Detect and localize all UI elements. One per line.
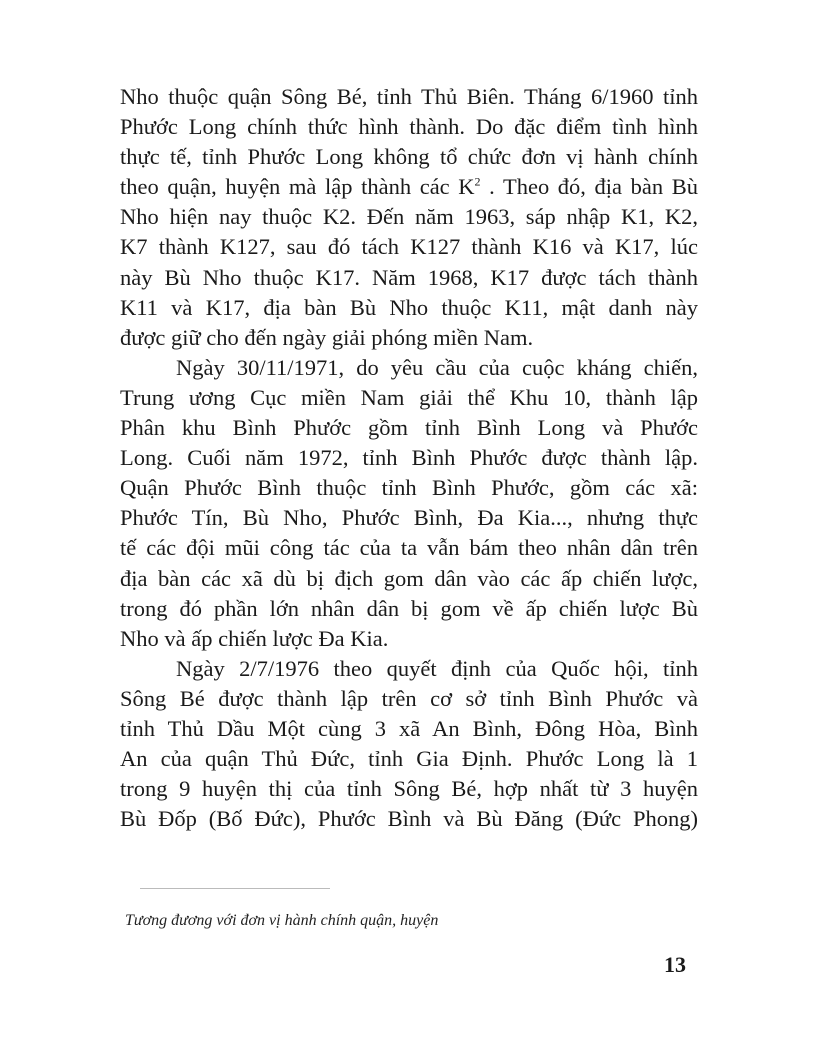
paragraph-3 — [120, 654, 698, 835]
text-line: An của quận Thủ Đức, tỉnh Gia Định. Phước Long là 1 — [120, 746, 698, 772]
text-line: Ngày 2/7/1976 theo quyết định của Quốc hội, tỉnh — [176, 655, 698, 681]
body-text — [120, 82, 698, 834]
paragraph-1 — [120, 82, 698, 353]
paragraph-2 — [120, 353, 698, 654]
text-line: được giữ cho đến ngày giải phóng miền Nam. — [120, 324, 534, 350]
text-line: K7 thành K127, sau đó tách K127 thành K16 và K17, lúc — [120, 234, 698, 260]
text-line: trong 9 huyện thị của tỉnh Sông Bé, hợp nhất từ 3 huyện — [120, 776, 698, 802]
page-number: 13 — [664, 952, 686, 977]
text-line: Trung ương Cục miền Nam giải thể Khu 10, thành lập — [120, 384, 698, 410]
text-line: Nho và ấp chiến lược Đa Kia. — [120, 625, 389, 651]
text-line: K11 và K17, địa bàn Bù Nho thuộc K11, mật danh này — [120, 294, 698, 320]
text-line — [120, 172, 698, 202]
footnote-divider — [140, 888, 330, 889]
text-line: Phước Tín, Bù Nho, Phước Bình, Đa Kia..., nhưng thực — [120, 505, 698, 531]
text-line: thực tế, tỉnh Phước Long không tổ chức đơn vị hành chính — [120, 144, 698, 170]
text-line: tỉnh Thủ Dầu Một cùng 3 xã An Bình, Đông Hòa, Bình — [120, 715, 698, 741]
text-line: Sông Bé được thành lập trên cơ sở tỉnh Bình Phước và — [120, 685, 698, 711]
text-line: này Bù Nho thuộc K17. Năm 1968, K17 được tách thành — [120, 264, 698, 290]
text-line: Nho hiện nay thuộc K2. Đến năm 1963, sáp nhập K1, K2, — [120, 204, 698, 230]
footnote: Tương đương với đơn vị hành chính quận, huyện — [125, 912, 439, 929]
text-line: Phân khu Bình Phước gồm tỉnh Bình Long và Phước — [120, 415, 698, 441]
text-line: địa bàn các xã dù bị địch gom dân vào các ấp chiến lược, — [120, 565, 698, 591]
text-segment: theo quận, huyện mà lập thành các K — [120, 174, 475, 200]
footnote-reference: 2 — [474, 174, 481, 189]
text-line: Phước Long chính thức hình thành. Do đặc điểm tình hình — [120, 114, 698, 140]
text-line: Ngày 30/11/1971, do yêu cầu của cuộc kháng chiến, — [176, 354, 698, 380]
text-line: Quận Phước Bình thuộc tỉnh Bình Phước, gồm các xã: — [120, 475, 698, 501]
text-line: Long. Cuối năm 1972, tỉnh Bình Phước được thành lập. — [120, 445, 698, 471]
text-line: trong đó phần lớn nhân dân bị gom về ấp chiến lược Bù — [120, 595, 698, 621]
text-line: tế các đội mũi công tác của ta vẫn bám theo nhân dân trên — [120, 535, 698, 561]
text-line: Bù Đốp (Bố Đức), Phước Bình và Bù Đăng (Đức Phong) — [120, 806, 698, 832]
text-line: Nho thuộc quận Sông Bé, tỉnh Thủ Biên. Tháng 6/1960 tỉnh — [120, 84, 698, 109]
text-segment: . Theo đó, địa bàn Bù — [480, 174, 698, 200]
